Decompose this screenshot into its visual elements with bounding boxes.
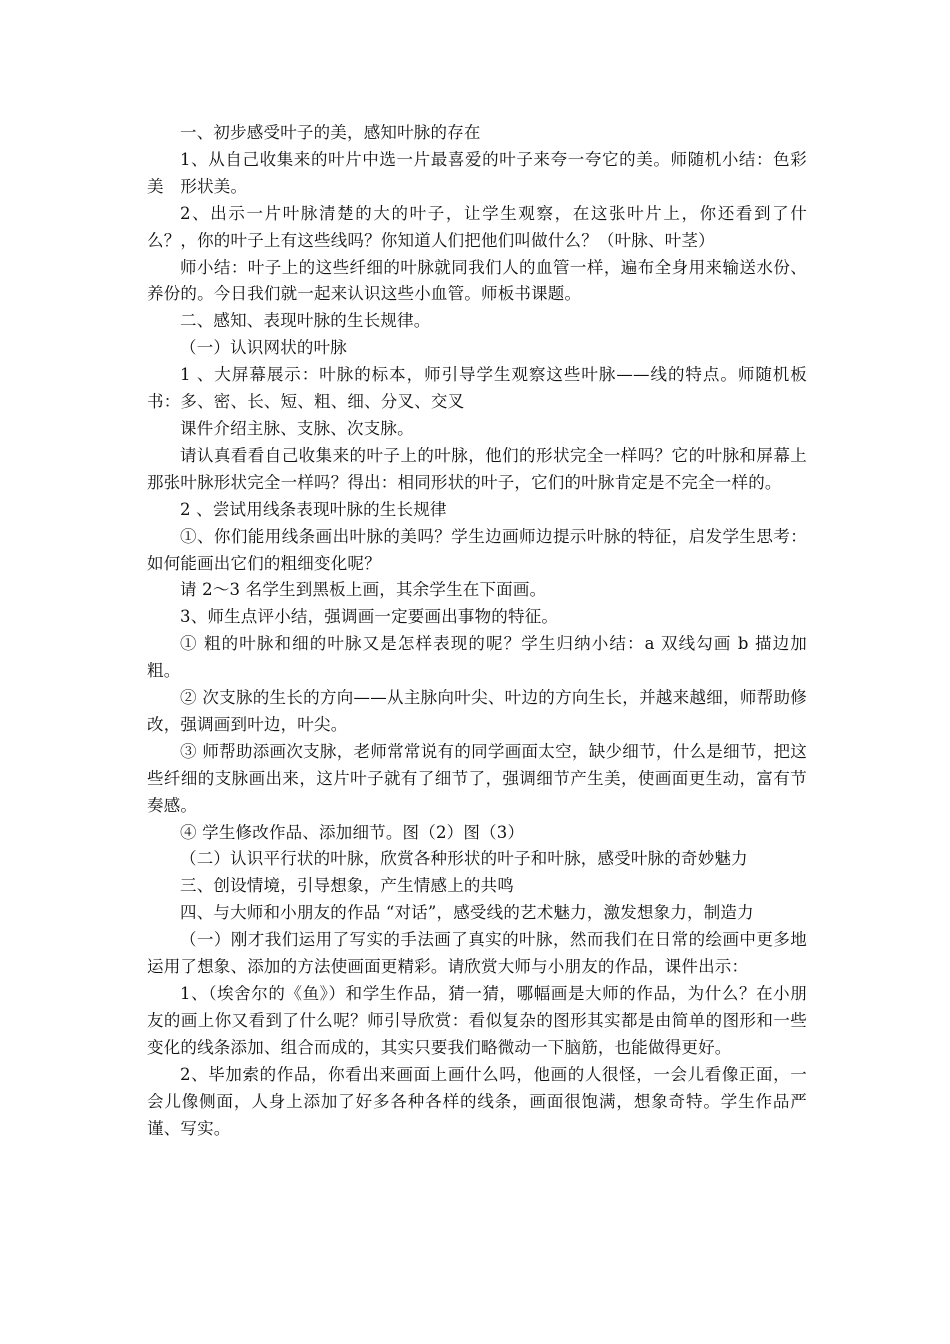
- paragraph: 师小结：叶子上的这些纤细的叶脉就同我们人的血管一样，遍布全身用来输送水份、养份的。今日我们就一起来认识这些小血管。师板书课题。: [147, 257, 807, 304]
- paragraph: 1、（埃舍尔的《鱼》）和学生作品，猜一猜，哪幅画是大师的作品，为什么？在小朋友的画上你又看到了什么呢？师引导欣赏：看似复杂的图形其实都是由简单的图形和一些变化的线条添加、组合而成的，其实只要我们略微动一下脑筋，也能做得更好。: [147, 984, 807, 1057]
- paragraph: ④ 学生修改作品、添加细节。图（2）图（3）: [180, 822, 525, 842]
- paragraph: 请认真看看自己收集来的叶子上的叶脉，他们的形状完全一样吗？它的叶脉和屏幕上那张叶脉形状完全一样吗？得出：相同形状的叶子，它们的叶脉肯定是不完全一样的。: [147, 445, 807, 492]
- paragraph: 2、出示一片叶脉清楚的大的叶子，让学生观察，在这张叶片上，你还看到了什么？，你的叶子上有这些线吗？你知道人们把他们叫做什么？（叶脉、叶茎）: [147, 203, 807, 250]
- paragraph: （一）刚才我们运用了写实的手法画了真实的叶脉，然而我们在日常的绘画中更多地运用了想象、添加的方法使画面更精彩。请欣赏大师与小朋友的作品，课件出示：: [147, 930, 807, 977]
- paragraph: 1 、大屏幕展示：叶脉的标本，师引导学生观察这些叶脉——线的特点。师随机板书：多、密、长、短、粗、细、分叉、交叉: [147, 365, 807, 412]
- subheading: （二）认识平行状的叶脉，欣赏各种形状的叶子和叶脉，感受叶脉的奇妙魅力: [180, 849, 748, 869]
- heading-2: 二、感知、表现叶脉的生长规律。: [180, 311, 431, 331]
- document-body: [147, 120, 807, 1142]
- paragraph: 3、师生点评小结，强调画一定要画出事物的特征。: [180, 607, 559, 627]
- paragraph: 1、从自己收集来的叶片中选一片最喜爱的叶子来夸一夸它的美。师随机小结：色彩美 形状美。: [147, 149, 807, 196]
- heading-1: 一、初步感受叶子的美，感知叶脉的存在: [180, 123, 481, 142]
- paragraph: ③ 师帮助添画次支脉，老师常常说有的同学画面太空，缺少细节，什么是细节，把这些纤细的支脉画出来，这片叶子就有了细节了，强调细节产生美，使画面更生动，富有节奏感。: [147, 741, 807, 815]
- paragraph: 请 2～3 名学生到黑板上画，其余学生在下面画。: [180, 580, 547, 600]
- paragraph: ② 次支脉的生长的方向——从主脉向叶尖、叶边的方向生长，并越来越细，师帮助修改，强调画到叶边，叶尖。: [147, 688, 807, 734]
- paragraph: ①、你们能用线条画出叶脉的美吗？学生边画师边提示叶脉的特征，启发学生思考：如何能画出它们的粗细变化呢？: [147, 526, 807, 573]
- heading-3: 三、创设情境，引导想象，产生情感上的共鸣: [180, 876, 514, 896]
- heading-4: 四、与大师和小朋友的作品 “对话”，感受线的艺术魅力，激发想象力，制造力: [180, 903, 754, 923]
- subheading: （一）认识网状的叶脉: [180, 338, 347, 358]
- paragraph: 2 、尝试用线条表现叶脉的生长规律: [180, 499, 447, 519]
- paragraph: 2、毕加索的作品，你看出来画面上画什么吗，他画的人很怪，一会儿看像正面，一会儿像侧面，人身上添加了好多各种各样的线条，画面很饱满，想象奇特。学生作品严谨、写实。: [147, 1064, 807, 1138]
- paragraph: ① 粗的叶脉和细的叶脉又是怎样表现的呢？学生归纳小结：a 双线勾画 b 描边加粗。: [147, 634, 807, 681]
- paragraph: 课件介绍主脉、支脉、次支脉。: [180, 418, 414, 438]
